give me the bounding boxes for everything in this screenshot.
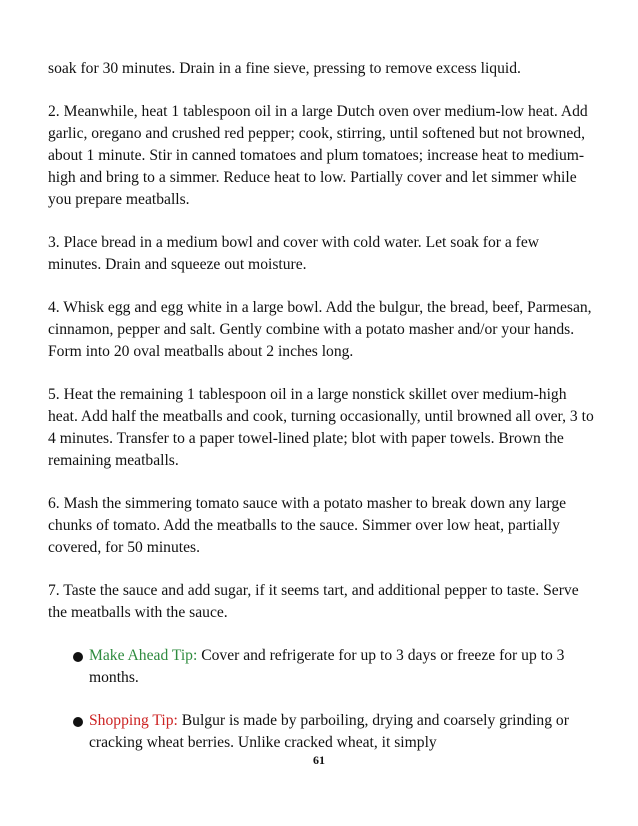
tip-make-ahead <box>48 645 596 689</box>
paragraph-step-7: 7. Taste the sauce and add sugar, if it seems tart, and additional pepper to taste. Serve the meatballs with the sauce. <box>48 582 579 621</box>
paragraph-step-6: 6. Mash the simmering tomato sauce with a potato masher to break down any large chunks of tomato. Add the meatballs to the sauce. Simmer over low heat, partially covered, for 50 minutes. <box>48 495 567 556</box>
page-number: 61 <box>313 753 325 767</box>
tip-shopping <box>48 710 596 754</box>
paragraph-step-4: 4. Whisk egg and egg white in a large bowl. Add the bulgur, the bread, beef, Parmesan, cinnamon, pepper and salt. Gently combine with a potato masher and/or your hands. Form into 20 oval meatballs about 2 inches long. <box>48 299 592 360</box>
bullet-icon <box>73 717 83 727</box>
tips-list <box>48 645 596 754</box>
tip-text-make-ahead: Cover and refrigerate for up to 3 days or freeze for up to 3 months. <box>89 647 565 686</box>
paragraph-soak: soak for 30 minutes. Drain in a fine sieve, pressing to remove excess liquid. <box>48 60 521 77</box>
tip-label-make-ahead: Make Ahead Tip: <box>89 647 198 664</box>
paragraph-step-2: 2. Meanwhile, heat 1 tablespoon oil in a large Dutch oven over medium-low heat. Add garlic, oregano and crushed red pepper; cook, stirring, until softened but not browned, about 1 minute. Stir in canned tomatoes and plum tomatoes; increase heat to medium-high and bring to a simmer. Reduce heat to low. Partially cover and let simmer while you prepare meatballs. <box>48 103 588 208</box>
tip-text-shopping: Bulgur is made by parboiling, drying and coarsely grinding or cracking wheat berries. Unlike cracked wheat, it simply <box>89 712 569 751</box>
paragraph-step-3: 3. Place bread in a medium bowl and cover with cold water. Let soak for a few minutes. Drain and squeeze out moisture. <box>48 234 540 273</box>
paragraph-step-5: 5. Heat the remaining 1 tablespoon oil in a large nonstick skillet over medium-high heat. Add half the meatballs and cook, turning occasionally, until browned all over, 3 to 4 minutes. Transfer to a paper towel-lined plate; blot with paper towels. Brown the remaining meatballs. <box>48 386 594 469</box>
bullet-icon <box>73 652 83 662</box>
recipe-page-content <box>48 58 596 775</box>
tip-label-shopping: Shopping Tip: <box>89 712 178 729</box>
